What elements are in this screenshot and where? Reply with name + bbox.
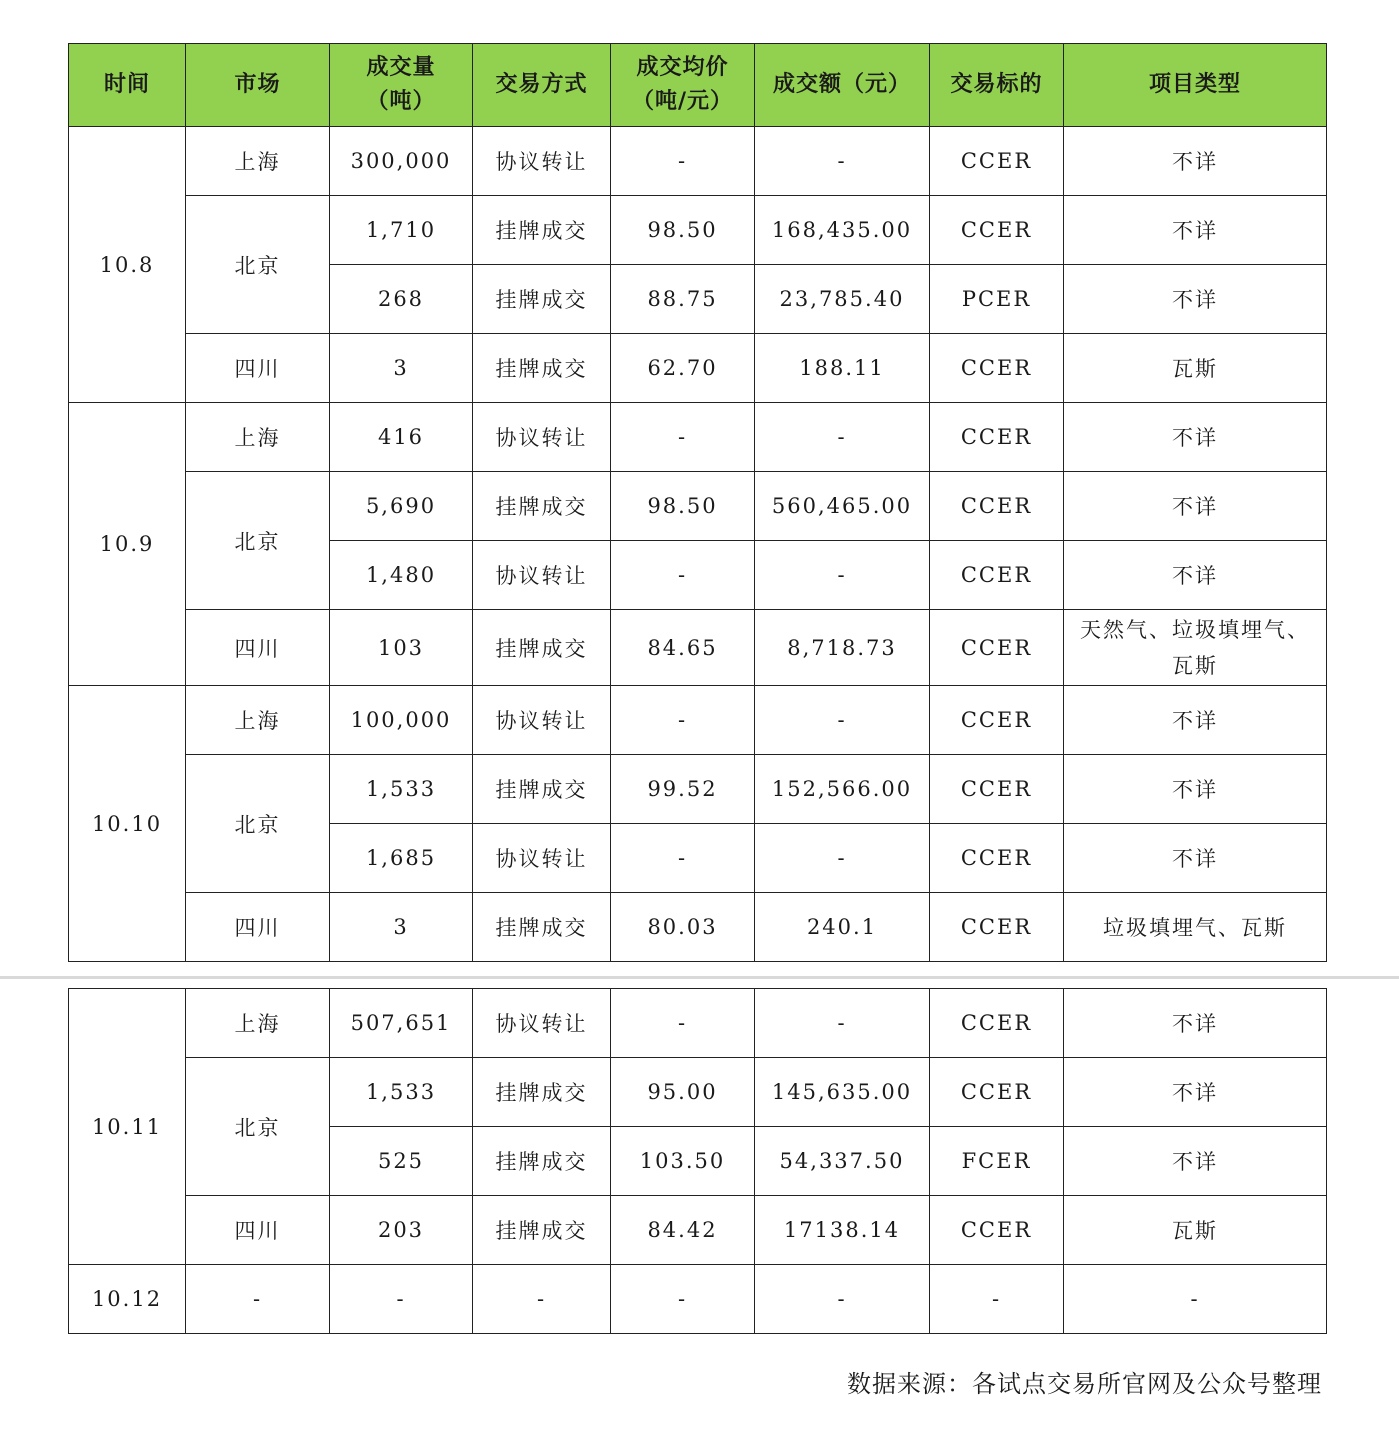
market-cell: 上海: [186, 686, 330, 755]
project-type-cell: 不详: [1064, 824, 1327, 893]
amount-cell: -: [755, 824, 930, 893]
trade-table-part1: [68, 43, 1327, 962]
target-cell: CCER: [930, 1058, 1064, 1127]
method-cell: 挂牌成交: [473, 334, 611, 403]
market-cell: 北京: [186, 472, 330, 610]
market-cell: 四川: [186, 334, 330, 403]
market-cell: 北京: [186, 755, 330, 893]
volume-cell: 268: [330, 265, 473, 334]
header-row: [69, 44, 1327, 127]
market-cell: 上海: [186, 403, 330, 472]
target-cell: CCER: [930, 403, 1064, 472]
project-type-cell: 瓦斯: [1064, 1196, 1327, 1265]
method-cell: 挂牌成交: [473, 1127, 611, 1196]
trade-table-part2: [68, 988, 1327, 1334]
price-cell: -: [611, 541, 755, 610]
target-cell: CCER: [930, 196, 1064, 265]
method-cell: -: [473, 1265, 611, 1334]
amount-cell: 240.1: [755, 893, 930, 962]
amount-cell: 145,635.00: [755, 1058, 930, 1127]
volume-cell: 1,533: [330, 755, 473, 824]
volume-cell: -: [330, 1265, 473, 1334]
table-row: [69, 472, 1327, 541]
price-cell: -: [611, 403, 755, 472]
target-cell: CCER: [930, 893, 1064, 962]
price-cell: 84.42: [611, 1196, 755, 1265]
table-row: [69, 686, 1327, 755]
method-cell: 挂牌成交: [473, 472, 611, 541]
amount-cell: 560,465.00: [755, 472, 930, 541]
date-cell: 10.9: [69, 403, 186, 686]
market-cell: 北京: [186, 1058, 330, 1196]
price-cell: -: [611, 989, 755, 1058]
method-cell: 协议转让: [473, 541, 611, 610]
amount-cell: 17138.14: [755, 1196, 930, 1265]
project-type-cell: 不详: [1064, 1127, 1327, 1196]
volume-cell: 3: [330, 334, 473, 403]
method-cell: 协议转让: [473, 989, 611, 1058]
price-cell: 88.75: [611, 265, 755, 334]
project-type-cell: 不详: [1064, 989, 1327, 1058]
price-cell: 103.50: [611, 1127, 755, 1196]
header-avg-price: 成交均价（吨/元）: [611, 44, 755, 127]
price-cell: -: [611, 127, 755, 196]
header-method: 交易方式: [473, 44, 611, 127]
amount-cell: -: [755, 127, 930, 196]
target-cell: CCER: [930, 610, 1064, 686]
price-cell: 98.50: [611, 196, 755, 265]
amount-cell: -: [755, 403, 930, 472]
project-type-cell: 不详: [1064, 196, 1327, 265]
table-row: [69, 196, 1327, 265]
table-row: [69, 127, 1327, 196]
amount-cell: 23,785.40: [755, 265, 930, 334]
volume-cell: 300,000: [330, 127, 473, 196]
price-cell: 99.52: [611, 755, 755, 824]
method-cell: 协议转让: [473, 824, 611, 893]
project-type-cell: -: [1064, 1265, 1327, 1334]
date-cell: 10.8: [69, 127, 186, 403]
price-cell: 84.65: [611, 610, 755, 686]
header-market: 市场: [186, 44, 330, 127]
project-type-cell: 瓦斯: [1064, 334, 1327, 403]
price-cell: 80.03: [611, 893, 755, 962]
table-row: [69, 755, 1327, 824]
amount-cell: -: [755, 1265, 930, 1334]
project-type-cell: 不详: [1064, 127, 1327, 196]
volume-cell: 100,000: [330, 686, 473, 755]
market-cell: 上海: [186, 127, 330, 196]
target-cell: CCER: [930, 989, 1064, 1058]
header-date: 时间: [69, 44, 186, 127]
header-project-type: 项目类型: [1064, 44, 1327, 127]
page-break-divider: [0, 976, 1399, 979]
market-cell: 四川: [186, 1196, 330, 1265]
project-type-cell: 不详: [1064, 541, 1327, 610]
volume-cell: 525: [330, 1127, 473, 1196]
method-cell: 挂牌成交: [473, 1058, 611, 1127]
table-row: [69, 989, 1327, 1058]
data-source-note: 数据来源：各试点交易所官网及公众号整理: [847, 1370, 1322, 1398]
volume-cell: 103: [330, 610, 473, 686]
project-type-cell: 不详: [1064, 755, 1327, 824]
project-type-cell: 不详: [1064, 1058, 1327, 1127]
project-type-cell: 垃圾填埋气、瓦斯: [1064, 893, 1327, 962]
amount-cell: 8,718.73: [755, 610, 930, 686]
market-cell: 四川: [186, 610, 330, 686]
table-row: [69, 1196, 1327, 1265]
target-cell: CCER: [930, 686, 1064, 755]
amount-cell: 188.11: [755, 334, 930, 403]
volume-cell: 507,651: [330, 989, 473, 1058]
table-row: [69, 610, 1327, 686]
method-cell: 协议转让: [473, 127, 611, 196]
project-type-cell: 不详: [1064, 472, 1327, 541]
volume-cell: 1,710: [330, 196, 473, 265]
project-type-cell: 不详: [1064, 403, 1327, 472]
volume-cell: 1,533: [330, 1058, 473, 1127]
target-cell: -: [930, 1265, 1064, 1334]
project-type-cell: 不详: [1064, 265, 1327, 334]
volume-cell: 203: [330, 1196, 473, 1265]
market-cell: 四川: [186, 893, 330, 962]
table-row: [69, 893, 1327, 962]
volume-cell: 5,690: [330, 472, 473, 541]
table-row: [69, 334, 1327, 403]
date-cell: 10.10: [69, 686, 186, 962]
price-cell: -: [611, 686, 755, 755]
amount-cell: -: [755, 686, 930, 755]
target-cell: CCER: [930, 127, 1064, 196]
target-cell: PCER: [930, 265, 1064, 334]
market-cell: 上海: [186, 989, 330, 1058]
date-cell: 10.12: [69, 1265, 186, 1334]
target-cell: CCER: [930, 755, 1064, 824]
volume-cell: 1,685: [330, 824, 473, 893]
header-volume: 成交量（吨）: [330, 44, 473, 127]
target-cell: CCER: [930, 824, 1064, 893]
table-row: [69, 1058, 1327, 1127]
method-cell: 挂牌成交: [473, 265, 611, 334]
price-cell: -: [611, 824, 755, 893]
header-amount: 成交额（元）: [755, 44, 930, 127]
header-target: 交易标的: [930, 44, 1064, 127]
project-type-cell: 不详: [1064, 686, 1327, 755]
price-cell: -: [611, 1265, 755, 1334]
amount-cell: -: [755, 541, 930, 610]
method-cell: 挂牌成交: [473, 893, 611, 962]
price-cell: 98.50: [611, 472, 755, 541]
target-cell: CCER: [930, 541, 1064, 610]
amount-cell: -: [755, 989, 930, 1058]
price-cell: 62.70: [611, 334, 755, 403]
method-cell: 协议转让: [473, 686, 611, 755]
date-cell: 10.11: [69, 989, 186, 1265]
method-cell: 协议转让: [473, 403, 611, 472]
target-cell: CCER: [930, 334, 1064, 403]
price-cell: 95.00: [611, 1058, 755, 1127]
amount-cell: 54,337.50: [755, 1127, 930, 1196]
volume-cell: 3: [330, 893, 473, 962]
project-type-cell: 天然气、垃圾填埋气、瓦斯: [1064, 610, 1327, 686]
target-cell: FCER: [930, 1127, 1064, 1196]
method-cell: 挂牌成交: [473, 755, 611, 824]
market-cell: 北京: [186, 196, 330, 334]
volume-cell: 1,480: [330, 541, 473, 610]
volume-cell: 416: [330, 403, 473, 472]
method-cell: 挂牌成交: [473, 610, 611, 686]
target-cell: CCER: [930, 1196, 1064, 1265]
table-row: [69, 1265, 1327, 1334]
amount-cell: 152,566.00: [755, 755, 930, 824]
market-cell: -: [186, 1265, 330, 1334]
method-cell: 挂牌成交: [473, 196, 611, 265]
method-cell: 挂牌成交: [473, 1196, 611, 1265]
table-row: [69, 403, 1327, 472]
amount-cell: 168,435.00: [755, 196, 930, 265]
target-cell: CCER: [930, 472, 1064, 541]
